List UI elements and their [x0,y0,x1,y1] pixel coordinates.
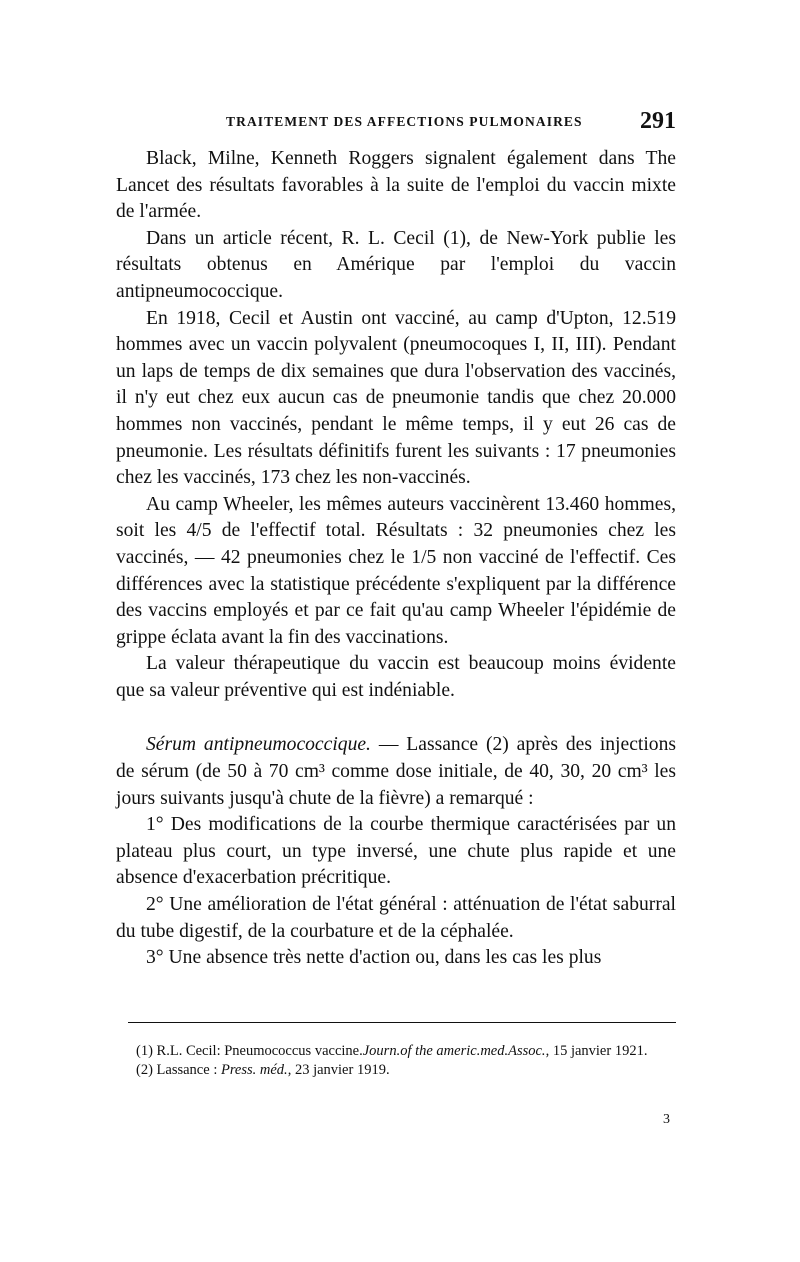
footnote-1: (1) R.L. Cecil: Pneumococcus vaccine.Journ.of the americ.med.Assoc., 15 janvier 1921. [136,1043,648,1059]
footnote-author: R.L. Cecil [156,1043,217,1059]
footnote-marker: (1) [136,1043,153,1059]
serum-point-3 [116,945,676,972]
section-intro-text: — Lassance (2) après des injections de sérum (de 50 à 70 cm³ comme dose initiale, de 40, 30, 20 cm³ les jours suivants jusqu'à chute de la fièvre) a remarqué : [116,734,677,809]
serum-section-intro [116,732,676,812]
footnote-source: Press. méd. [220,1062,288,1078]
paragraph-text: Black, Milne, Kenneth Roggers signalent également dans The Lancet des résultats favorables à la suite de l'emploi du vaccin mixte de l'armée. [116,148,676,223]
paragraph-text: En 1918, Cecil et Austin ont vacciné, au camp d'Upton, 12.519 hommes avec un vaccin polyvalent (pneumocoques I, II, III). Pendant un laps de temps de dix semaines que dura l'observation des vaccinés, il n'y eut chez eux aucun cas de pneumonie tandis que chez 20.000 hommes non vaccinés, pendant le même temps, il y eut 26 cas de pneumonie. Les résultats définitifs furent les suivants : 17 pneumonies chez les vaccinés, 173 chez les non-vaccinés. [116,307,676,489]
paragraph-camp-upton [116,306,676,492]
paragraph-cecil-article [116,226,676,306]
serum-point-1 [116,812,676,892]
footnote-author: Lassance [156,1062,210,1078]
paragraph-text: Au camp Wheeler, les mêmes auteurs vaccinèrent 13.460 hommes, soit les 4/5 de l'effectif total. Résultats : 32 pneumonies chez les vaccinés, — 42 pneumonies chez le 1/5 non vacciné de l'effectif. Ces différences avec la statistique précédente s'expliquent par la différence des vaccins employés et par ce fait qu'au camp Wheeler l'épidémie de grippe éclata avant la fin des vaccinations. [116,493,676,648]
paragraph-camp-wheeler [116,492,676,652]
page-number: 291 [640,108,676,134]
signature-mark: 3 [663,1112,670,1127]
running-title: TRAITEMENT DES AFFECTIONS PULMONAIRES [226,114,583,129]
book-page [116,0,676,1262]
footnote-source: Journ.of the americ.med.Assoc. [362,1043,546,1059]
body-text [116,146,676,972]
footnotes [116,1042,676,1080]
footnote-divider [128,1022,676,1023]
section-heading: Sérum antipneumococcique. [146,734,371,756]
page-header [116,108,676,138]
paragraph-text: Dans un article récent, R. L. Cecil (1), de New-York publie les résultats obtenus en Amérique par l'emploi du vaccin antipneumococcique. [116,227,676,302]
footnote-date: 23 janvier 1919. [294,1062,390,1078]
point-text: 1° Des modifications de la courbe thermique caractérisées par un plateau plus court, un type inversé, une chute plus rapide et une absence d'exacerbation précritique. [116,814,676,889]
serum-point-2 [116,892,676,945]
footnote-title: Pneumococcus vaccine. [224,1043,363,1059]
paragraph-therapeutic-value [116,651,676,704]
paragraph-text: La valeur thérapeutique du vaccin est beaucoup moins évidente que sa valeur préventive qui est indéniable. [116,653,676,701]
point-text: 2° Une amélioration de l'état général : atténuation de l'état saburral du tube digestif, de la courbature et de la céphalée. [116,894,676,942]
point-text: 3° Une absence très nette d'action ou, dans les cas les plus [146,947,602,969]
footnote-2: (2) Lassance : Press. méd., 23 janvier 1919. [136,1062,390,1078]
footnote-date: 15 janvier 1921. [552,1043,648,1059]
paragraph-black-milne [116,146,676,226]
footnote-marker: (2) [136,1062,153,1078]
